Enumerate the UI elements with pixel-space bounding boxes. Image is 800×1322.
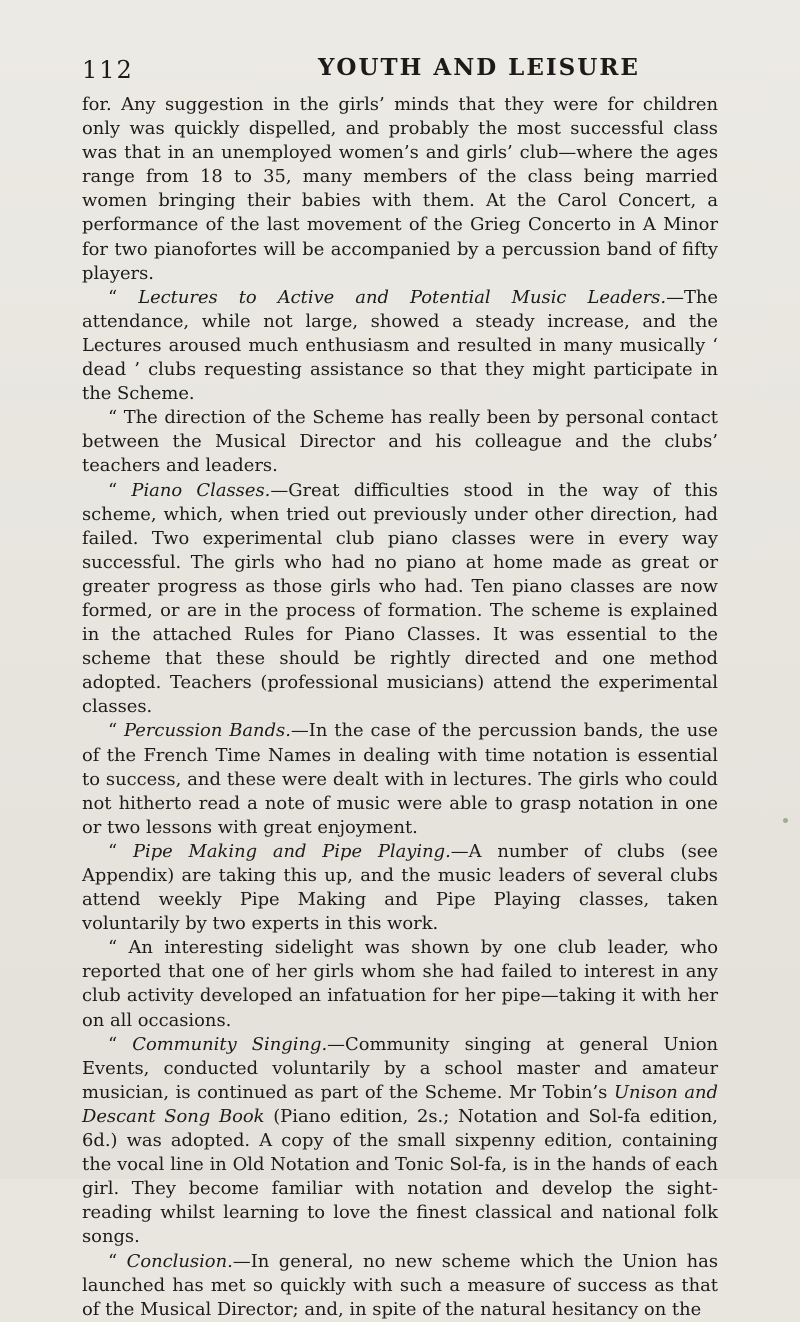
paragraph-sidelight: “ An interesting sidelight was shown by one club leader, who reported that one of her girls whom she had failed to interest in any club activity developed an infatuation for her pipe—taking it with her on all occasions. xyxy=(82,937,718,1031)
page-header xyxy=(82,50,740,90)
running-head: YOUTH AND LEISURE xyxy=(318,54,640,81)
paragraph-conclusion: “ Conclusion.—In general, no new scheme which the Union has launched has met so quickly with such a measure of success as that of the Musical Director; and, in spite of the natural hesitancy on the xyxy=(82,1250,719,1320)
paragraph-percussion-bands: “ Percussion Bands.—In the case of the percussion bands, the use of the French Time Names in dealing with time notation is essential to success, and these were dealt with in lectures. The girls who could not hitherto read a note of music were able to grasp notation in one or two lessons with great enjoyment. xyxy=(82,720,718,838)
section-heading-percussion-bands: Percussion Bands. xyxy=(124,720,291,742)
section-heading-lectures: Lectures to Active and Potential Music Leaders. xyxy=(138,286,667,308)
section-heading-conclusion: Conclusion. xyxy=(126,1250,233,1272)
paragraph-community-singing: “ Community Singing.—Community singing at general Union Events, conducted voluntarily by a school master and amateur musician, is continued as part of the Scheme. Mr Tobin’s Unison and Descant Song Book (Piano edition, 2s.; Notation and Sol-fa edition, 6d.) was adopted. A copy of the small sixpenny edition, containing the vocal line in Old Notation and Tonic Sol-fa, is in the hands of each girl. They become familiar with notation and develop the sight-reading whilst learning to love the finest classical and national folk songs. xyxy=(82,1033,719,1248)
paper-stain xyxy=(783,818,788,823)
section-heading-community-singing: Community Singing. xyxy=(132,1033,328,1055)
paragraph-piano-classes: “ Piano Classes.—Great difficulties stood in the way of this scheme, which, when tried out previously under other direction, had failed. Two experimental club piano classes were in every way successful. The girls who had no piano at home made as great or greater progress as those girls who had. Ten piano classes are now formed, or are in the process of formation. The scheme is explained in the attached Rules for Piano Classes. It was essential to the scheme that these should be rightly directed and one method adopted. Teachers (professional musicians) attend the experimental classes. xyxy=(82,479,718,718)
section-heading-pipe-making: Pipe Making and Pipe Playing. xyxy=(132,840,451,862)
body-text xyxy=(82,93,718,1322)
paragraph-pipe-making: “ Pipe Making and Pipe Playing.—A number of clubs (see Appendix) are taking this up, and the music leaders of several clubs attend weekly Pipe Making and Pipe Playing classes, taken voluntarily by two experts in this work. xyxy=(82,840,718,935)
page-number: 112 xyxy=(82,56,134,84)
book-title: Unison and Descant Song Book xyxy=(82,1081,719,1127)
paragraph-lectures: “ Lectures to Active and Potential Music Leaders.—The attendance, while not large, showed a steady increase, and the Lectures aroused much enthusiasm and resulted in many musically ‘ dead ’ clubs requesting assistance so that they might participate in the Scheme. xyxy=(82,286,718,405)
paragraph-direction: “ The direction of the Scheme has really been by personal contact between the Musical Director and his colleague and the clubs’ teachers and leaders. xyxy=(82,407,718,477)
section-heading-piano-classes: Piano Classes. xyxy=(131,479,271,501)
paragraph-continuation: for. Any suggestion in the girls’ minds that they were for children only was quickly dispelled, and probably the most successful class was that in an unemployed women’s and girls’ club—where the ages range from 18 to 35, many members of the class being married women bringing their babies with them. At the Carol Concert, a performance of the last movement of the Grieg Concerto in A Minor for two pianofortes will be accompanied by a percussion band of fifty players. xyxy=(82,94,718,284)
